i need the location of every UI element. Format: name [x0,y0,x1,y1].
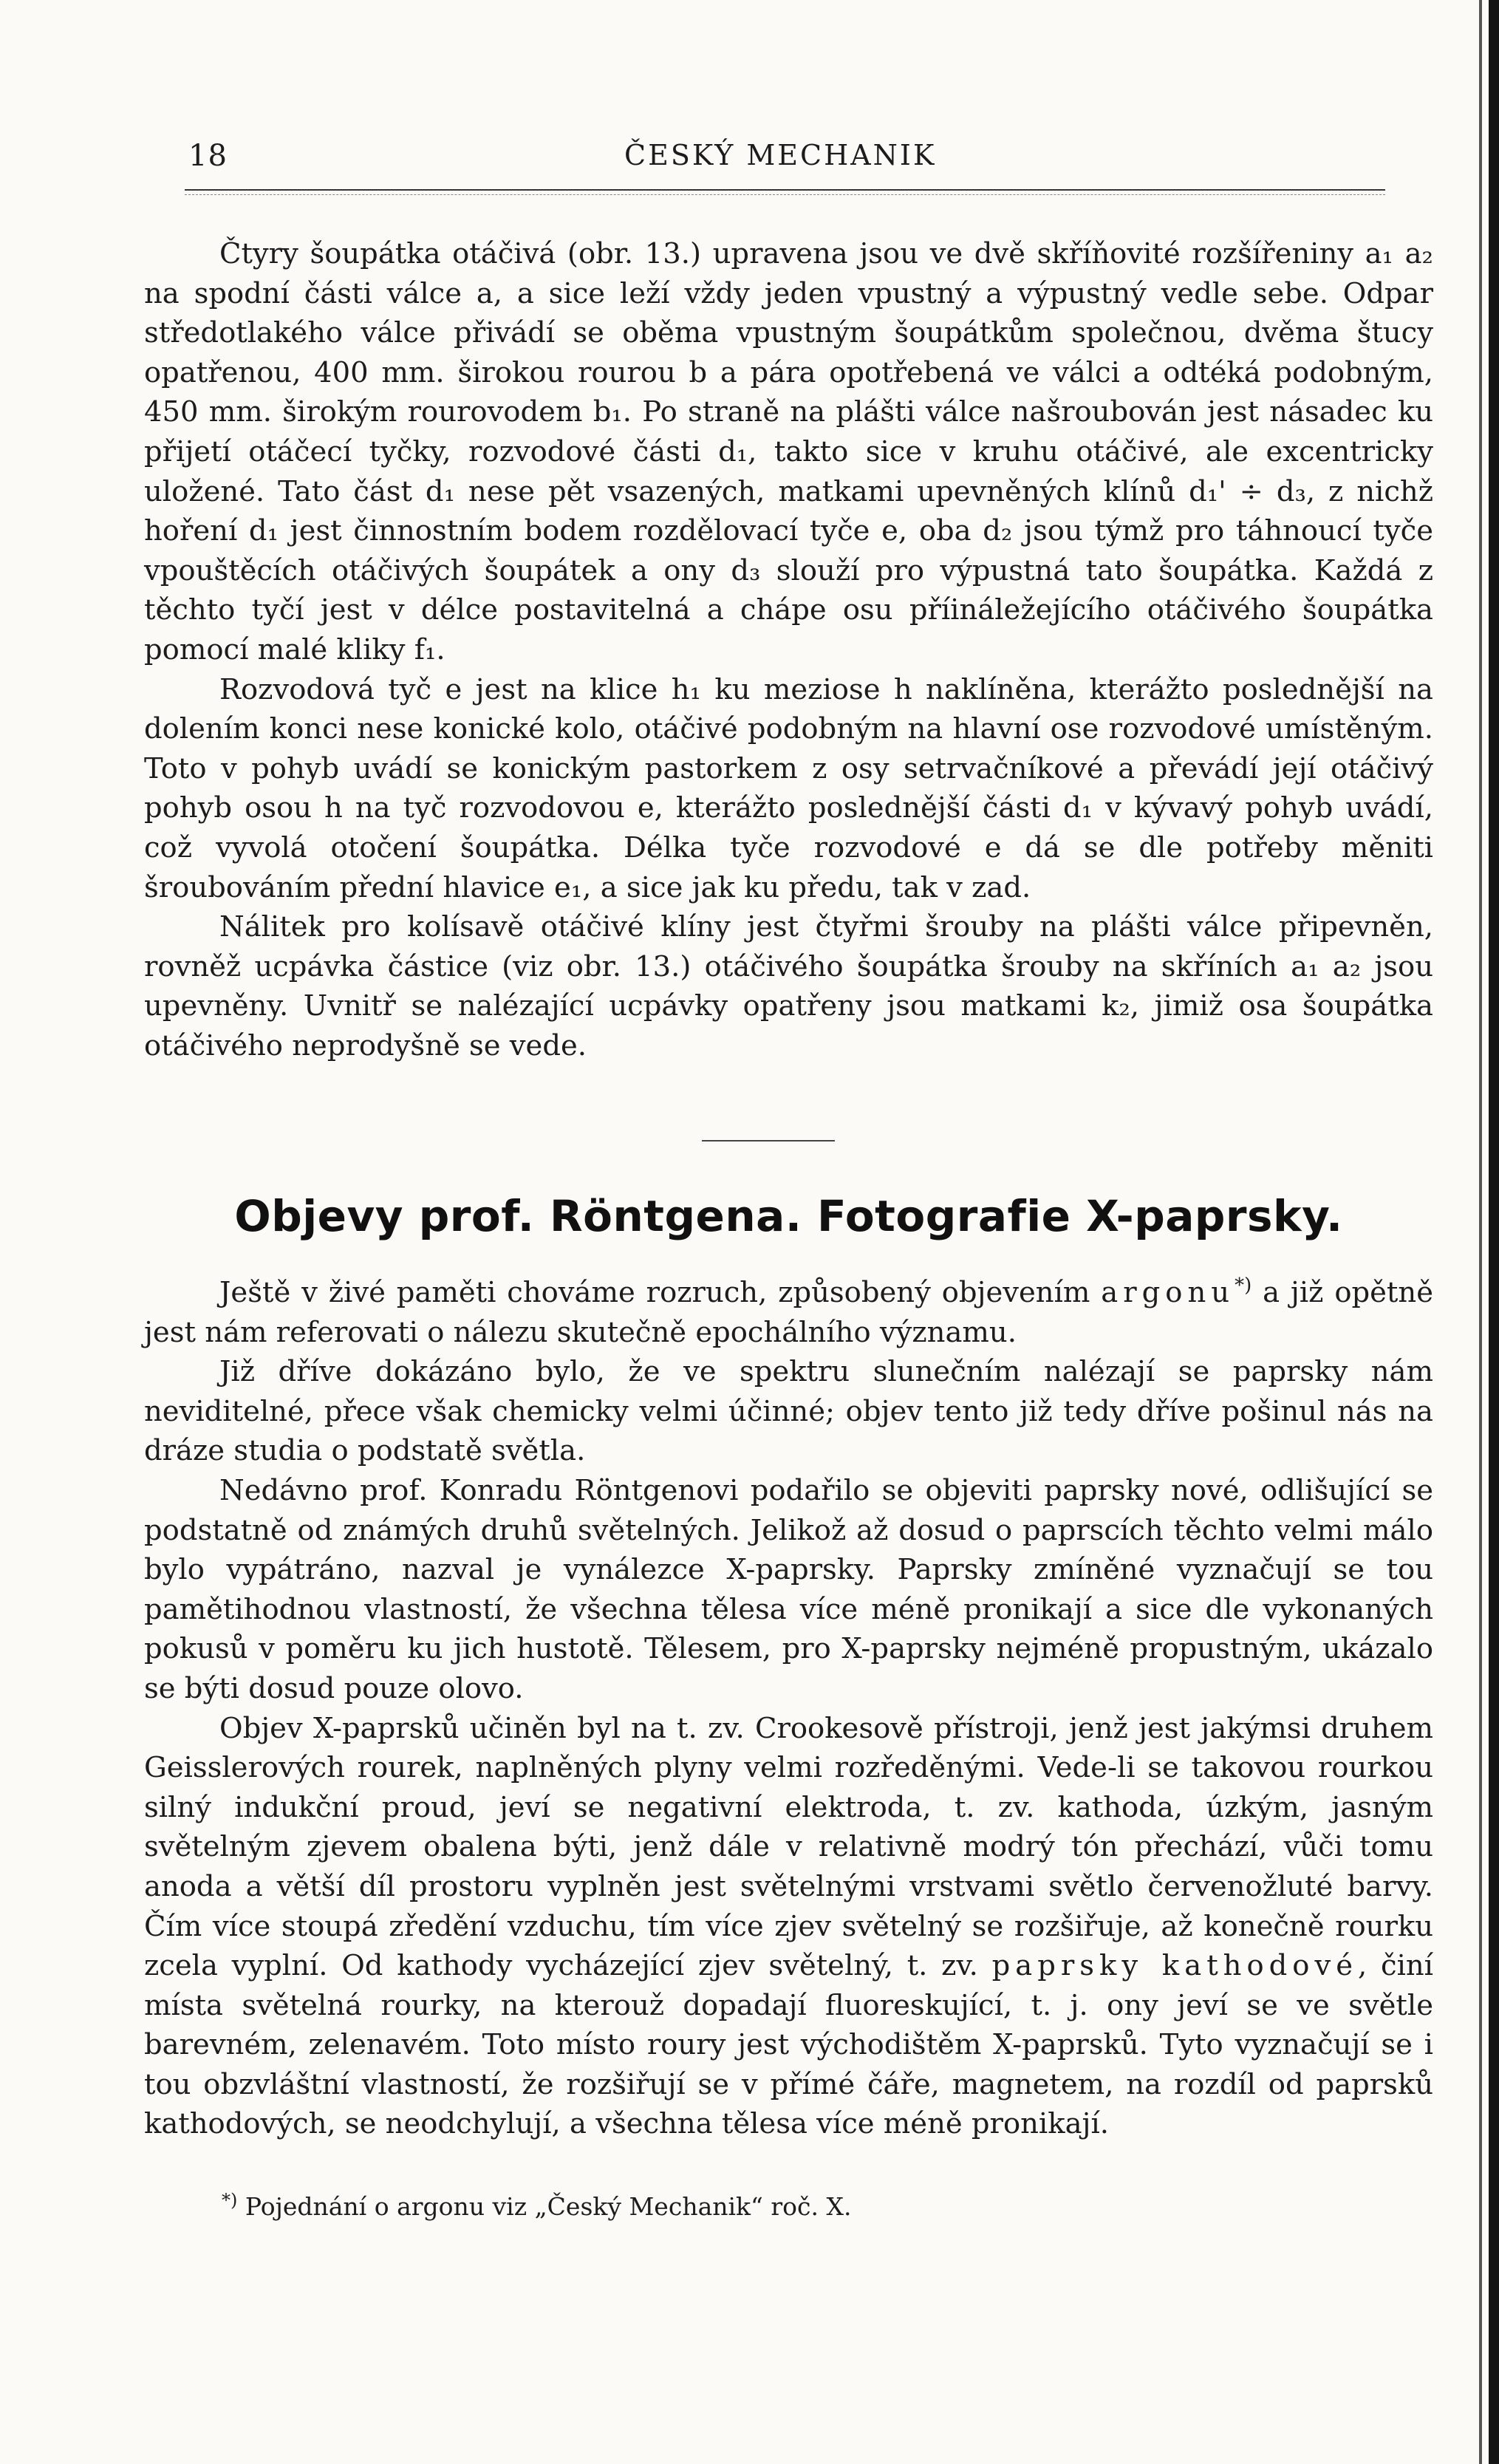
text-run: Ještě v živé paměti chováme rozruch, způsobený objevením [219,1276,1102,1309]
paragraph: Rozvodová tyč e jest na klice h₁ ku meziose h naklíněna, kterážto poslednější na dolením konci nese konické kolo, otáčivé podobným na hlavní ose rozvodové umístěným. Toto v pohyb uvádí se konickým pastorkem z osy setrvačníkové a převádí její otáčivý pohyb osou h na tyč rozvodovou e, kterážto poslednější části d₁ v kývavý pohyb uvádí, což vyvolá otočení šoupátka. Délka tyče rozvodové e dá se dle potřeby měniti šroubováním přední hlavice e₁, a sice jak ku předu, tak v zad. [144,672,1433,904]
paragraph: Čtyry šoupátka otáčivá (obr. 13.) upravena jsou ve dvě skříňovité rozšířeniny a₁ a₂ na spodní části válce a, a sice leží vždy jeden vpustný a výpustný vedle sebe. Odpar středotlakého válce přivádí se oběma vpustným šoupátkům společnou, dvěma štucy opatřenou, 400 mm. širokou rourou b a pára opotřebená ve válci a odtéká podobným, 450 mm. širokým rourovodem b₁. Po straně na plášti válce našroubován jest násadec ku přijetí otáčecí tyčky, rozvodové části d₁, takto sice v kruhu otáčivé, ale excentricky uložené. Tato část d₁ nese pět vsazených, matkami upevněných klínů d₁' ÷ d₃, z nichž hoření d₁ jest činnostním bodem rozdělovací tyče e, oba d₂ jsou týmž pro táhnoucí tyče vpouštěcích otáčivých šoupátek a ony d₃ slouží pro výpustná tato šoupátka. Každá z těchto tyčí jest v délce postavitelná a chápe osu příináležejícího otáčivého šoupátka pomocí malé kliky f₁. [144,237,1433,666]
paragraph: Nálitek pro kolísavě otáčivé klíny jest čtyřmi šrouby na plášti válce připevněn, rovněž ucpávka částice (viz obr. 13.) otáčivého šoupátka šrouby na skříních a₁ a₂ jsou upevněny. Uvnitř se nalézající ucpávky opatřeny jsou matkami k₂, jimiž osa šoupátka otáčivého neprodyšně se vede. [144,910,1433,1062]
paragraph: Již dříve dokázáno bylo, že ve spektru slunečním nalézají se paprsky nám neviditelné, přece však chemicky velmi účinné; objev tento již tedy dříve pošinul nás na dráze studia o podstatě světla. [144,1355,1433,1468]
article-title: Objevy prof. Röntgena. Fotografie X-paprsky. [234,1191,1343,1241]
paragraph [144,1709,1433,2145]
footnote [222,2185,1404,2222]
spaced-term-argon: argonu [1101,1276,1235,1309]
footnote-marker: *) [222,2190,238,2211]
running-title: ČESKÝ MECHANIK [624,139,937,171]
header-rule-dashed [185,194,1385,195]
text-run: Objev X-paprsků učiněn byl na t. zv. Crookesově přístroji, jenž jest jakýmsi druhem Geisslerových rourek, naplněných plyny velmi rozředěnými. Vede-li se takovou rourkou silný indukční proud, jeví se negativní elektroda, t. zv. kathoda, úzkým, jasným světelným zjevem obalena býti, jenž dále v relativně modrý tón přechází, vůči tomu anoda a větší díl prostoru vyplněn jest světelnými vrstvami světlo červenožluté barvy. Čím více stoupá zředění vzduchu, tím více zjev světelný se rozšiřuje, až konečně rourku zcela vyplní. Od kathody vycházející zjev světelný, t. zv. [144,1711,1433,1983]
section-rontgen-article [144,1273,1433,2144]
section-mechanism-text [144,234,1433,1065]
footnote-marker: *) [1235,1274,1252,1297]
paragraph [144,1273,1433,1352]
header-rule [185,189,1385,191]
text-run: a již opětně jest nám referovati o nálezu skutečně epochálního významu. [144,1276,1433,1349]
paragraph: Nedávno prof. Konradu Röntgenovi podařilo se objeviti paprsky nové, odlišující se podstatně od známých druhů světelných. Jelikož až dosud o paprscích těchto velmi málo bylo vypátráno, nazval je vynálezce X-paprsky. Paprsky zmíněné vyznačují se tou pamětihodnou vlastností, že všechna tělesa více méně pronikají a sice dle vykonaných pokusů v poměru ku jich hustotě. Tělesem, pro X-paprsky nejméně propustným, ukázalo se býti dosud pouze olovo. [144,1473,1433,1705]
section-divider [702,1140,835,1141]
page-header [188,139,1385,183]
spaced-term-cathode-rays: paprsky kathodové [991,1949,1358,1983]
page-number: 18 [188,139,228,173]
text-run: , činí místa světelná rourky, na kterouž dopadají fluoreskující, t. j. ony jeví se ve světle barevném, zelenavém. Toto místo roury jest východištěm X-paprsků. Tyto vyznačují se i tou obzvláštní vlastností, že rozšiřují se v přímé čáře, magnetem, na rozdíl od paprsků kathodových, se neodchylují, a všechna tělesa více méně pronikají. [144,1949,1433,2141]
footnote-text: Pojednání o argonu viz „Český Mechanik“ roč. X. [237,2192,852,2221]
